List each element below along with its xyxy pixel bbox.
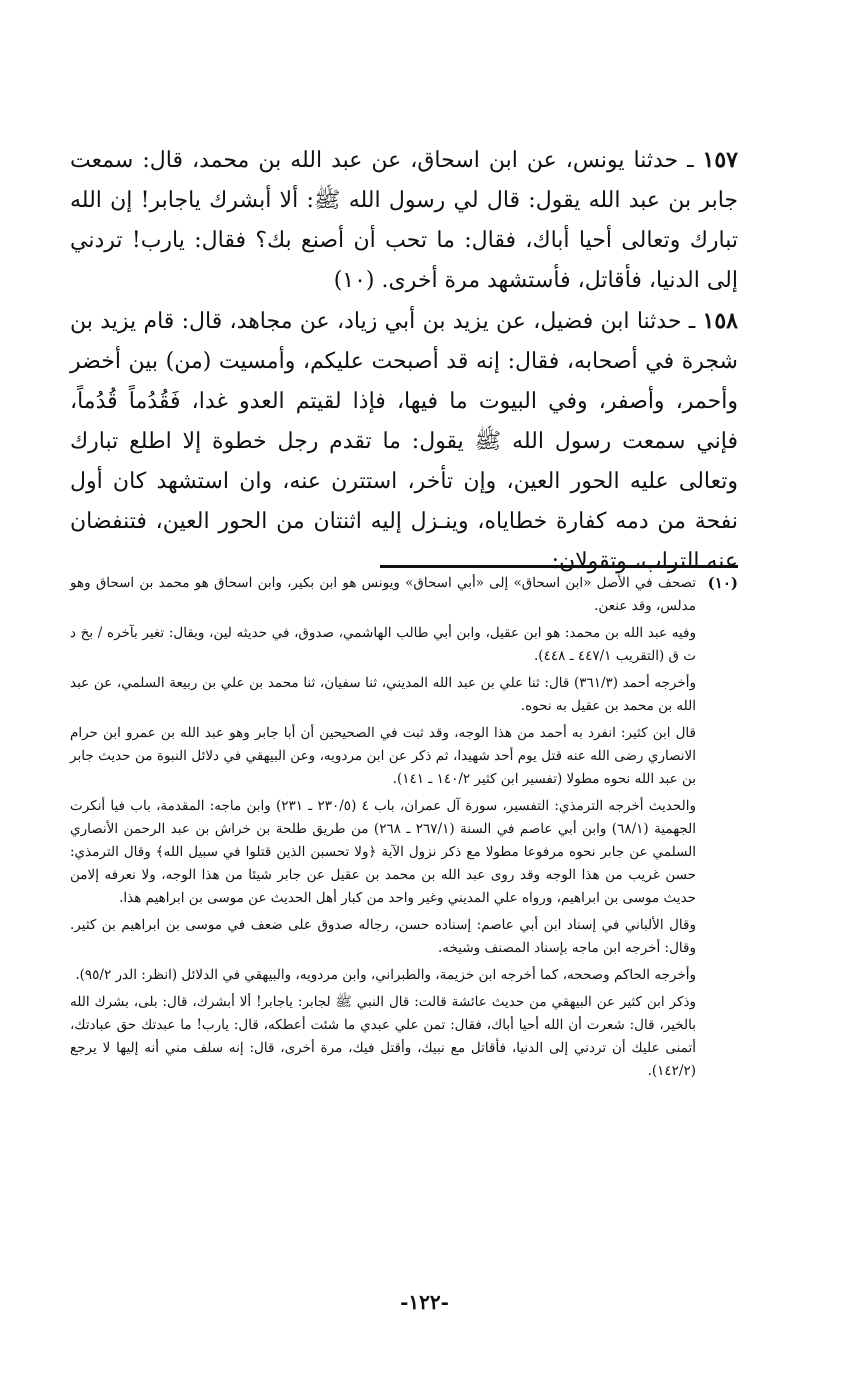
footnote-divider [380,565,738,568]
footnotes [70,572,738,1087]
footnote-paragraph: قال ابن كثير: انفرد به أحمد من هذا الوجه، وقد ثبت في الصحيحين أن أبا جابر وهو عبد الله بن عمرو ابن حرام الانصاري رضى الله عنه قتل يوم أحد شهيدا، ثم ذكر عن ابن مردويه، وعن البيهقي في دلائل النبوة من حديث جابر بن عبد الله نحوه مطولا (تفسير ابن كثير ١٤٠/٢ ـ ١٤١). [70,725,696,787]
footnote-paragraph: وقال الألباني في إسناد ابن أبي عاصم: إسناده حسن، رجاله صدوق على ضعف في موسى بن ابراهيم بن كثير. وقال: أخرجه ابن ماجه بإسناد المصنف وشيخه. [70,917,696,956]
hadith-number: ١٥٨ [702,308,738,334]
main-text [70,140,738,582]
footnote-paragraph: وأخرجه أحمد (٣٦١/٣) قال: ثنا علي بن عبد الله المديني، ثنا سفيان، ثنا محمد بن علي بن ربيعة السلمي، عن عبد الله بن محمد بن عقيل به نحوه. [70,675,696,714]
paragraph-158 [70,301,738,582]
footnote-10 [70,572,738,1087]
footnote-paragraph: وفيه عبد الله بن محمد: هو ابن عقيل، وابن أبي طالب الهاشمي، صدوق، في حديثه لين، ويقال: تغير بآخره / بخ د ت ق (التقريب ٤٤٧/١ ـ ٤٤٨). [70,625,696,664]
paragraph-157 [70,140,738,301]
page-number: -١٢٢- [400,1290,449,1314]
footnote-paragraph: والحديث أخرجه الترمذي: التفسير، سورة آل عمران، باب ٤ (٢٣٠/٥ ـ ٢٣١) وابن ماجه: المقدمة، باب فيا أنكرت الجهمية (٦٨/١) وابن أبي عاصم في السنة (٢٦٧/١ ـ ٢٦٨) من طريق طلحة بن خراش بن عبد الرحمن الأنصاري السلمي عن جابر نحوه مرفوعا مطولا مع ذكر نزول الآية ﴿ولا تحسبن الذين قتلوا في سبيل الله﴾ وقال الترمذي: حسن غريب من هذا الوجه وقد روى عبد الله بن محمد بن عقيل عن جابر شيئا من هذا الوجه، ولا نعرفه إلامن حديث موسى بن ابراهيم، ورواه علي المديني وغير واحد من كبار أهل الحديث عن موسى بن ابراهيم هذا. [70,798,697,906]
footnote-paragraph: تصحف في الأصل «ابن اسحاق» إلى «أبي اسحاق» ويونس هو ابن بكير، وابن اسحاق هو محمد بن اسحاق وهو مدلس، وقد عنعن. [70,575,696,614]
footnote-body [70,572,696,1087]
hadith-text: ـ حدثنا يونس، عن ابن اسحاق، عن عبد الله بن محمد، قال: سمعت جابر بن عبد الله يقول: قال لي رسول الله ﷺ: ألا أبشرك ياجابر! إن الله تبارك وتعالى أحيا أباك، فقال: ما تحب أن أصنع بك؟ فقال: يارب! تردني إلى الدنيا، فأقاتل، فأستشهد مرة أخرى. (١٠) [70,148,738,293]
hadith-text: ـ حدثنا ابن فضيل، عن يزيد بن أبي زياد، عن مجاهد، قال: قام يزيد بن شجرة في أصحابه، فقال: إنه قد أصبحت عليكم، وأمسيت (من) بين أخضر وأحمر، وأصفر، وفي البيوت ما فيها، فإذا لقيتم العدو غدا، فَقُدُماً قُدُماً، فإني سمعت رسول الله ﷺ يقول: ما تقدم رجل خطوة إلا اطلع تبارك وتعالى عليه الحور العين، وإن تأخر، استترن عنه، وان استشهد كان أول نفحة من دمه كفارة خطاياه، وينـزل إليه اثنتان من الحور العين، فتنفضان عنه التراب، وتقولان: [70,309,738,574]
footnote-paragraph: وأخرجه الحاكم وصححه، كما أخرجه ابن خزيمة، والطبراني، وابن مردويه، والبيهقي في الدلائل (انظر: الدر ٩٥/٢). [75,967,696,983]
footnote-paragraph: وذكر ابن كثير عن البيهقي من حديث عائشة قالت: قال النبي ﷺ لجابر: ياجابر! ألا أبشرك، قال: بلى، بشرك الله بالخير، قال: شعرت أن الله أحيا أباك، فقال: تمن علي عبدي ما شئت أعطكه، قال: يارب! ما عبدتك حق عبادتك، أتمنى عليك أن تردني إلى الدنيا، فأقاتل مع نبيك، وأقتل فيك، مرة أخرى، قال: إنه سلف مني أنه إليها لا يرجع (١٤٢/٢). [70,994,696,1079]
hadith-number: ١٥٧ [702,147,738,173]
footnote-number: (١٠) [707,574,738,592]
